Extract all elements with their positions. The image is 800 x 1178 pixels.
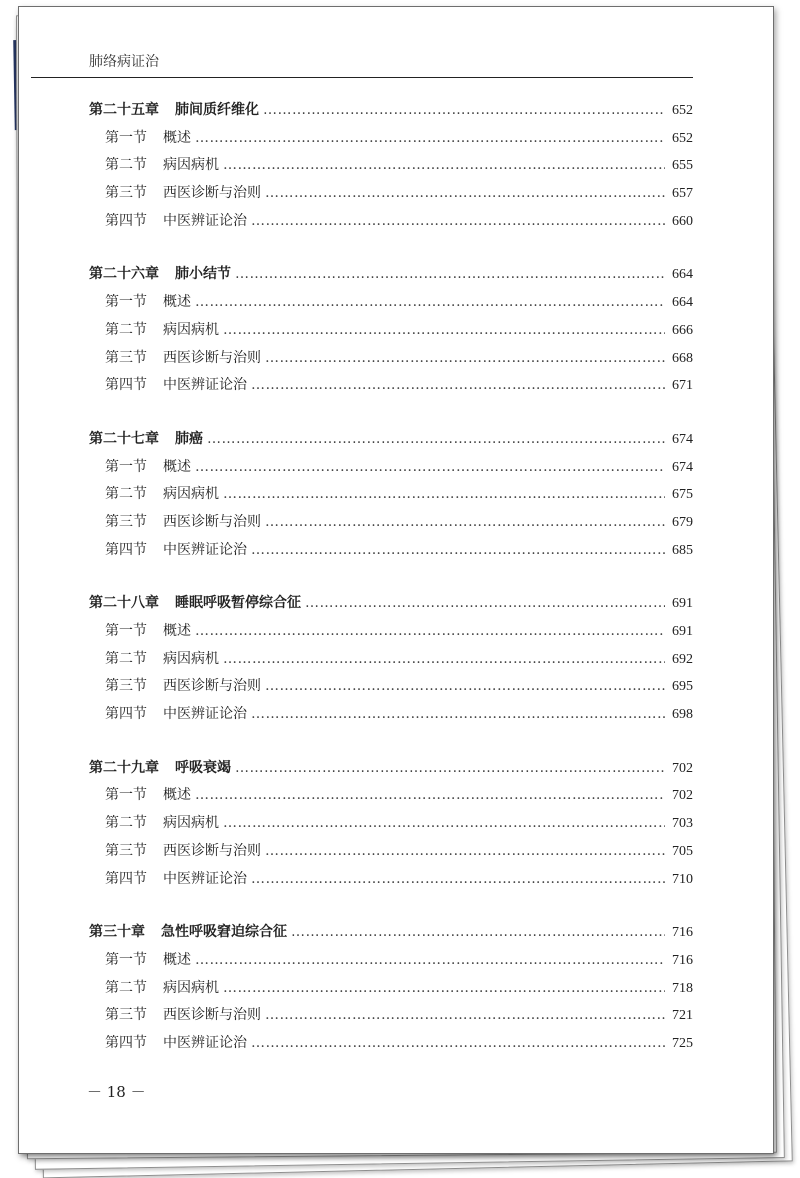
- section-title: 西医诊断与治则: [163, 678, 261, 695]
- section-title: 中医辨证论治: [163, 870, 247, 887]
- toc-chapter-block: [89, 921, 693, 1059]
- chapter-number: 第二十五章: [89, 102, 159, 118]
- toc-section-entry[interactable]: [89, 703, 693, 731]
- toc-section-entry[interactable]: [89, 977, 693, 1005]
- dot-leader: [195, 294, 665, 310]
- toc-section-entry[interactable]: [89, 840, 693, 868]
- document-page: [18, 6, 774, 1154]
- dot-leader: [195, 459, 665, 475]
- toc-section-entry[interactable]: [89, 675, 693, 703]
- section-title: 中医辨证论治: [163, 706, 247, 723]
- section-number: 第二节: [105, 979, 147, 996]
- chapter-number: 第二十九章: [89, 759, 159, 776]
- section-title: 病因病机: [163, 650, 219, 667]
- chapter-title: 肺小结节: [175, 266, 231, 283]
- dot-leader: [305, 595, 665, 611]
- chapter-page-number: 664: [672, 267, 693, 283]
- section-number: 第一节: [105, 294, 147, 311]
- running-header: 肺络病证治: [89, 54, 159, 70]
- section-title: 概述: [163, 294, 191, 311]
- dot-leader: [291, 924, 665, 940]
- toc-chapter-entry[interactable]: [89, 99, 693, 127]
- section-title: 概述: [163, 458, 191, 475]
- section-number: 第一节: [105, 623, 147, 639]
- table-of-contents: [89, 99, 693, 1086]
- dot-leader: [265, 843, 665, 859]
- toc-section-entry[interactable]: [89, 620, 693, 648]
- chapter-number: 第三十章: [89, 924, 145, 941]
- section-number: 第三节: [105, 1007, 147, 1024]
- toc-section-entry[interactable]: [89, 347, 693, 375]
- toc-section-entry[interactable]: [89, 868, 693, 896]
- section-title: 病因病机: [163, 486, 219, 503]
- section-number: 第二节: [105, 815, 147, 832]
- toc-section-entry[interactable]: [89, 483, 693, 511]
- dot-leader: [195, 952, 665, 968]
- toc-chapter-block: [89, 99, 693, 237]
- section-page-number: 674: [672, 459, 693, 475]
- toc-section-entry[interactable]: [89, 539, 693, 567]
- section-title: 病因病机: [163, 157, 219, 174]
- toc-chapter-block: [89, 263, 693, 401]
- toc-section-entry[interactable]: [89, 784, 693, 812]
- section-title: 西医诊断与治则: [163, 842, 261, 859]
- dot-leader: [265, 678, 665, 694]
- section-title: 中医辨证论治: [163, 541, 247, 558]
- section-page-number: 705: [672, 843, 693, 859]
- dot-leader: [235, 760, 665, 776]
- header-rule: [31, 77, 693, 78]
- toc-section-entry[interactable]: [89, 182, 693, 210]
- section-title: 中医辨证论治: [163, 377, 247, 394]
- toc-section-entry[interactable]: [89, 648, 693, 676]
- toc-chapter-entry[interactable]: [89, 592, 693, 620]
- section-title: 中医辨证论治: [163, 212, 247, 229]
- section-page-number: 725: [672, 1035, 693, 1051]
- dot-leader: [251, 213, 665, 229]
- section-number: 第四节: [105, 870, 147, 887]
- dot-leader: [251, 871, 665, 887]
- dot-leader: [223, 815, 665, 831]
- section-number: 第三节: [105, 513, 147, 530]
- section-number: 第一节: [105, 129, 147, 146]
- dot-leader: [263, 102, 665, 118]
- toc-chapter-entry[interactable]: [89, 428, 693, 456]
- section-page-number: 718: [672, 980, 693, 996]
- section-title: 病因病机: [163, 815, 219, 832]
- section-number: 第四节: [105, 541, 147, 558]
- section-title: 西医诊断与治则: [163, 513, 261, 530]
- chapter-page-number: 674: [672, 431, 693, 447]
- chapter-page-number: 652: [672, 103, 693, 118]
- dot-leader: [223, 157, 665, 173]
- dot-leader: [223, 322, 665, 338]
- section-page-number: 664: [672, 295, 693, 311]
- dot-leader: [195, 787, 665, 803]
- section-number: 第四节: [105, 377, 147, 394]
- section-number: 第二节: [105, 650, 147, 667]
- section-title: 西医诊断与治则: [163, 1007, 261, 1024]
- section-page-number: 675: [672, 487, 693, 503]
- toc-section-entry[interactable]: [89, 1004, 693, 1032]
- page-number: － 18 －: [87, 1083, 146, 1101]
- section-page-number: 695: [672, 679, 693, 695]
- section-number: 第四节: [105, 706, 147, 723]
- section-title: 西医诊断与治则: [163, 185, 261, 202]
- section-number: 第二节: [105, 157, 147, 174]
- section-page-number: 721: [672, 1008, 693, 1024]
- section-number: 第四节: [105, 212, 147, 229]
- section-title: 概述: [163, 787, 191, 804]
- section-page-number: 671: [672, 378, 693, 394]
- section-title: 概述: [163, 623, 191, 639]
- toc-chapter-entry[interactable]: [89, 263, 693, 291]
- section-page-number: 652: [672, 130, 693, 146]
- toc-section-entry[interactable]: [89, 1032, 693, 1060]
- chapter-title: 呼吸衰竭: [175, 759, 231, 776]
- section-title: 病因病机: [163, 979, 219, 996]
- dot-leader: [251, 377, 665, 393]
- section-number: 第三节: [105, 842, 147, 859]
- chapter-title: 肺癌: [175, 430, 203, 447]
- dot-leader: [265, 1007, 665, 1023]
- section-page-number: 668: [672, 350, 693, 366]
- section-page-number: 685: [672, 542, 693, 558]
- dot-leader: [251, 706, 665, 722]
- section-page-number: 691: [672, 624, 693, 639]
- dot-leader: [195, 623, 665, 639]
- toc-section-entry[interactable]: [89, 456, 693, 484]
- dot-leader: [251, 542, 665, 558]
- section-number: 第二节: [105, 486, 147, 503]
- toc-chapter-block: [89, 428, 693, 566]
- toc-section-entry[interactable]: [89, 127, 693, 155]
- section-page-number: 657: [672, 186, 693, 202]
- toc-section-entry[interactable]: [89, 210, 693, 238]
- chapter-page-number: 716: [672, 925, 693, 941]
- chapter-number: 第二十六章: [89, 266, 159, 283]
- section-title: 概述: [163, 951, 191, 968]
- section-title: 西医诊断与治则: [163, 349, 261, 366]
- toc-section-entry[interactable]: [89, 374, 693, 402]
- toc-chapter-entry[interactable]: [89, 757, 693, 785]
- chapter-number: 第二十七章: [89, 430, 159, 447]
- dot-leader: [265, 185, 665, 201]
- toc-section-entry[interactable]: [89, 812, 693, 840]
- section-page-number: 692: [672, 651, 693, 667]
- chapter-title: 急性呼吸窘迫综合征: [161, 924, 287, 941]
- chapter-page-number: 702: [672, 760, 693, 776]
- section-number: 第三节: [105, 349, 147, 366]
- toc-chapter-entry[interactable]: [89, 921, 693, 949]
- section-page-number: 655: [672, 158, 693, 174]
- section-page-number: 702: [672, 788, 693, 804]
- section-number: 第一节: [105, 787, 147, 804]
- toc-section-entry[interactable]: [89, 319, 693, 347]
- chapter-title: 睡眠呼吸暂停综合征: [175, 595, 301, 612]
- section-page-number: 679: [672, 514, 693, 530]
- dot-leader: [195, 130, 665, 146]
- section-number: 第一节: [105, 458, 147, 475]
- chapter-page-number: 691: [672, 596, 693, 612]
- section-page-number: 710: [672, 871, 693, 887]
- dot-leader: [223, 486, 665, 502]
- section-page-number: 698: [672, 707, 693, 723]
- section-page-number: 703: [672, 816, 693, 832]
- dot-leader: [265, 514, 665, 530]
- toc-section-entry[interactable]: [89, 154, 693, 182]
- toc-section-entry[interactable]: [89, 949, 693, 977]
- chapter-number: 第二十八章: [89, 595, 159, 612]
- toc-chapter-block: [89, 592, 693, 730]
- section-number: 第三节: [105, 185, 147, 202]
- section-title: 概述: [163, 129, 191, 146]
- dot-leader: [265, 350, 665, 366]
- toc-chapter-block: [89, 757, 693, 895]
- section-number: 第三节: [105, 678, 147, 695]
- dot-leader: [223, 980, 665, 996]
- toc-section-entry[interactable]: [89, 511, 693, 539]
- section-number: 第四节: [105, 1034, 147, 1051]
- section-title: 病因病机: [163, 321, 219, 338]
- dot-leader: [223, 651, 665, 667]
- section-page-number: 660: [672, 213, 693, 229]
- section-page-number: 666: [672, 322, 693, 338]
- section-number: 第一节: [105, 951, 147, 968]
- section-number: 第二节: [105, 321, 147, 338]
- chapter-title: 肺间质纤维化: [175, 102, 259, 118]
- dot-leader: [235, 266, 665, 282]
- section-title: 中医辨证论治: [163, 1034, 247, 1051]
- toc-section-entry[interactable]: [89, 291, 693, 319]
- dot-leader: [207, 431, 665, 447]
- section-page-number: 716: [672, 952, 693, 968]
- dot-leader: [251, 1035, 665, 1051]
